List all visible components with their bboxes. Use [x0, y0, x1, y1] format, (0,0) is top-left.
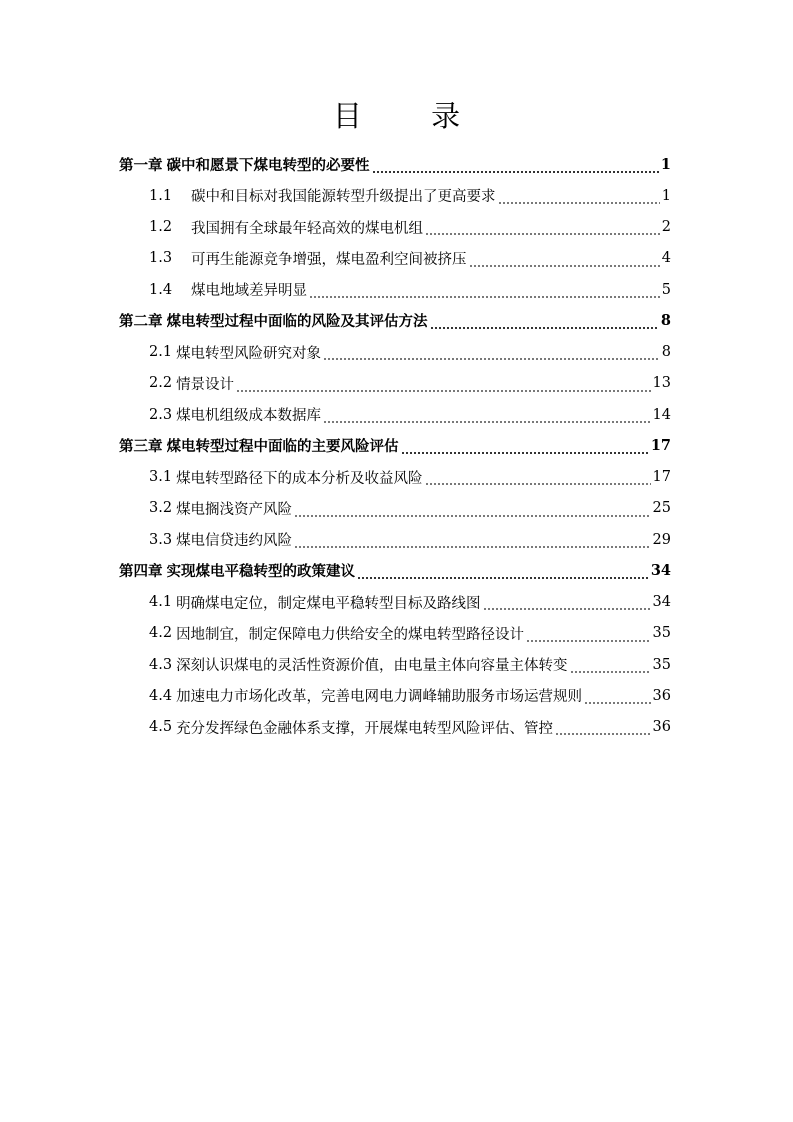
toc-section-2-3[interactable]	[119, 399, 671, 430]
page-number: 34	[652, 594, 671, 611]
chapter-title: 实现煤电平稳转型的政策建议	[166, 563, 355, 581]
section-title: 煤电机组级成本数据库	[176, 408, 322, 425]
dot-leader	[323, 409, 650, 424]
dot-leader	[469, 253, 660, 268]
toc-section-4-2[interactable]	[119, 618, 671, 649]
dot-leader	[236, 378, 650, 393]
section-number: 2.1	[149, 344, 173, 361]
chapter-number: 第二章	[119, 313, 163, 331]
toc-chapter-1[interactable]	[119, 149, 671, 180]
dot-leader	[498, 191, 660, 206]
dot-leader	[323, 347, 660, 362]
page-number: 36	[652, 719, 671, 736]
section-title: 煤电转型风险研究对象	[176, 345, 322, 362]
page-number: 17	[652, 469, 671, 486]
toc-section-3-2[interactable]	[119, 493, 671, 524]
section-number: 4.4	[149, 687, 173, 704]
dot-leader	[570, 659, 651, 674]
section-number: 2.3	[149, 406, 173, 423]
section-title: 加速电力市场化改革，完善电网电力调峰辅助服务市场运营规则	[176, 689, 583, 706]
section-title: 深刻认识煤电的灵活性资源价值，由电量主体向容量主体转变	[176, 658, 568, 675]
section-number: 1.3	[149, 250, 173, 267]
chapter-number: 第三章	[119, 438, 163, 456]
section-number: 1.4	[149, 281, 173, 298]
page-title: 目 录	[332, 99, 491, 133]
page-number: 8	[660, 312, 671, 330]
toc-section-1-1[interactable]	[119, 180, 671, 211]
section-number: 3.3	[149, 531, 173, 548]
toc-section-1-2[interactable]	[119, 212, 671, 243]
dot-leader	[372, 159, 659, 174]
page-number: 34	[650, 562, 671, 580]
toc-section-2-2[interactable]	[119, 368, 671, 399]
page-number: 2	[661, 219, 671, 236]
page-number: 13	[652, 375, 671, 392]
page-number: 29	[652, 531, 671, 548]
toc-section-1-3[interactable]	[119, 243, 671, 274]
chapter-number: 第四章	[119, 563, 163, 581]
page-number: 1	[661, 187, 671, 204]
section-number: 4.3	[149, 656, 173, 673]
section-title: 煤电转型路径下的成本分析及收益风险	[176, 470, 423, 487]
page-number: 1	[660, 156, 671, 174]
section-number: 4.5	[149, 719, 173, 736]
dot-leader	[555, 722, 650, 737]
toc-section-4-1[interactable]	[119, 587, 671, 618]
dot-leader	[309, 284, 660, 299]
page-number: 25	[652, 500, 671, 517]
section-title: 明确煤电定位，制定煤电平稳转型目标及路线图	[176, 595, 481, 612]
toc-section-1-4[interactable]	[119, 274, 671, 305]
page-number: 8	[661, 344, 671, 361]
toc-section-4-3[interactable]	[119, 649, 671, 680]
toc-chapter-4[interactable]	[119, 555, 671, 586]
section-title: 因地制宜，制定保障电力供给安全的煤电转型路径设计	[176, 626, 525, 643]
page-number: 17	[650, 437, 671, 455]
section-title: 我国拥有全球最年轻高效的煤电机组	[191, 220, 423, 237]
section-number: 1.2	[149, 219, 173, 236]
page-number: 35	[652, 656, 671, 673]
chapter-title: 煤电转型过程中面临的主要风险评估	[166, 438, 399, 456]
dot-leader	[401, 441, 649, 456]
page-number: 36	[652, 687, 671, 704]
dot-leader	[526, 628, 650, 643]
dot-leader	[425, 472, 651, 487]
toc-chapter-3[interactable]	[119, 430, 671, 461]
page-number: 4	[661, 250, 671, 267]
dot-leader	[357, 566, 649, 581]
section-title: 煤电信贷违约风险	[176, 533, 293, 550]
section-title: 可再生能源竞争增强，煤电盈利空间被挤压	[191, 251, 467, 268]
toc-section-4-5[interactable]	[119, 712, 671, 743]
section-number: 3.2	[149, 500, 173, 517]
page-number: 14	[652, 406, 671, 423]
section-number: 4.1	[149, 594, 173, 611]
chapter-title: 煤电转型过程中面临的风险及其评估方法	[166, 313, 428, 331]
dot-leader	[430, 316, 659, 331]
page-number: 35	[652, 625, 671, 642]
toc-section-2-1[interactable]	[119, 337, 671, 368]
toc-section-3-1[interactable]	[119, 462, 671, 493]
table-of-contents	[119, 149, 671, 743]
dot-leader	[425, 222, 660, 237]
toc-chapter-2[interactable]	[119, 305, 671, 336]
dot-leader	[294, 534, 650, 549]
dot-leader	[584, 691, 650, 706]
chapter-number: 第一章	[119, 157, 163, 175]
toc-section-4-4[interactable]	[119, 680, 671, 711]
section-title: 煤电搁浅资产风险	[176, 501, 293, 518]
section-number: 2.2	[149, 375, 173, 392]
section-title: 情景设计	[176, 376, 235, 393]
page-number: 5	[661, 281, 671, 298]
section-title: 煤电地域差异明显	[191, 283, 307, 300]
section-title: 碳中和目标对我国能源转型升级提出了更高要求	[191, 189, 496, 206]
dot-leader	[483, 597, 651, 612]
section-number: 4.2	[149, 625, 173, 642]
section-title: 充分发挥绿色金融体系支撑，开展煤电转型风险评估、管控	[176, 720, 554, 737]
section-number: 1.1	[149, 187, 173, 204]
dot-leader	[294, 503, 650, 518]
chapter-title: 碳中和愿景下煤电转型的必要性	[166, 157, 370, 175]
toc-section-3-3[interactable]	[119, 524, 671, 555]
section-number: 3.1	[149, 469, 173, 486]
